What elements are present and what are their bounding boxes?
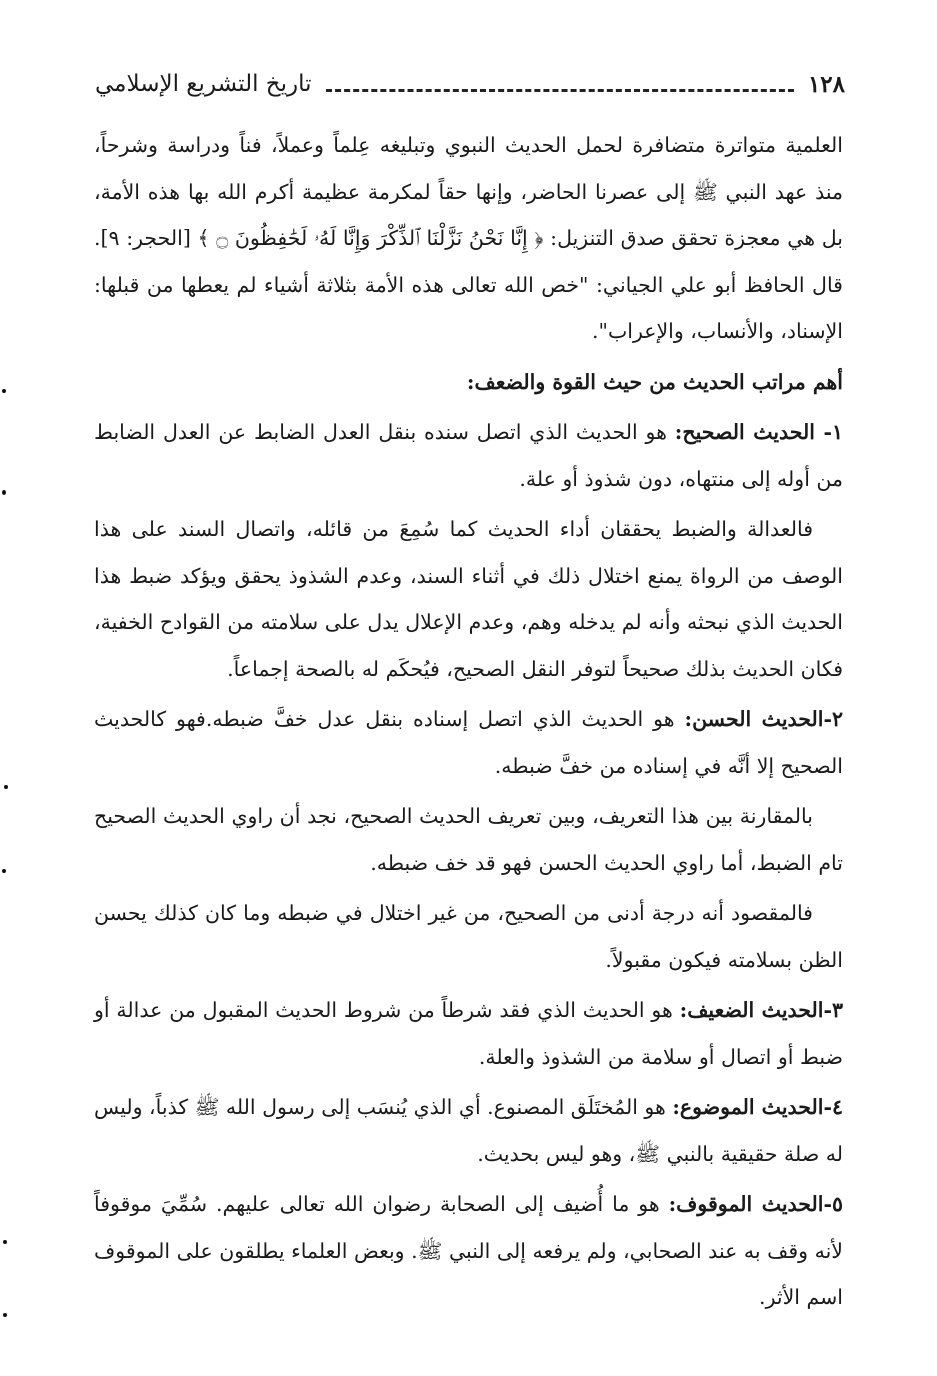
- scan-speck: [3, 1240, 7, 1244]
- item-daif-definition: هو الحديث الذي فقد شرطاً من شروط الحديث المقبول من عدالة أو ضبط أو اتصال أو سلامة من الشذوذ والعلة.: [94, 998, 843, 1069]
- item-hasan-comparison: بالمقارنة بين هذا التعريف، وبين تعريف الحديث الصحيح، نجد أن راوي الحديث الصحيح تام الضبط، أما راوي الحديث الحسن فهو قد خف ضبطه.: [94, 804, 843, 875]
- intro-tail: . قال الحافظ أبو علي الجياني: "خص الله تعالى هذه الأمة بثلاثة أشياء لم يعطها من قبلها: الإسناد، والأنساب، والإعراب".: [94, 226, 843, 343]
- item-mawdu-term: ٤-الحديث الموضوع:: [672, 1095, 843, 1119]
- item-sahih: [94, 409, 843, 502]
- item-hasan-term: ٢-الحديث الحسن:: [684, 707, 843, 731]
- item-mawquf-definition: هو ما أُضيف إلى الصحابة رضوان الله تعالى عليهم. سُمِّيَ موقوفاً لأنه وقف به عند الصحابي، ولم يرفعه إلى النبي ﷺ. وبعض العلماء يطلقون على الموقوف اسم الأثر.: [94, 1192, 843, 1309]
- item-daif: [94, 987, 843, 1080]
- page-header: [95, 62, 845, 106]
- item-sahih-definition: هو الحديث الذي اتصل سنده بنقل العدل الضابط عن العدل الضابط من أوله إلى منتهاه، دون شذوذ أو علة.: [94, 420, 843, 491]
- item-mawdu-definition: هو المُختَلَق المصنوع. أي الذي يُنسَب إلى رسول الله ﷺ كذباً، وليس له صلة حقيقية بالنبي ﷺ، وهو ليس بحديث.: [94, 1095, 843, 1166]
- page-number: ١٢٨: [807, 70, 845, 98]
- page-body: [94, 122, 843, 1325]
- item-mawquf: [94, 1181, 843, 1321]
- section-heading: أهم مراتب الحديث من حيث القوة والضعف:: [466, 369, 843, 394]
- item-hasan-purpose: فالمقصود أنه درجة أدنى من الصحيح، من غير اختلال في ضبطه وما كان كذلك يحسن الظن بسلامته فيكون مقبولاً.: [94, 901, 843, 972]
- scan-speck: [2, 490, 6, 495]
- item-hasan-definition: هو الحديث الذي اتصل إسناده بنقل عدل خفَّ ضبطه.فهو كالحديث الصحيح إلا أنَّه في إسناده من خفَّ ضبطه.: [94, 707, 843, 778]
- quran-verse: ﴿ إِنَّا نَحْنُ نَزَّلْنَا ٱلذِّكْرَ وَإِنَّا لَهُۥ لَحَٰفِظُونَ ۝ ﴾: [197, 226, 544, 250]
- scan-speck: [2, 869, 6, 873]
- item-mawdu: [94, 1084, 843, 1177]
- scan-speck: [4, 785, 8, 789]
- item-sahih-term: ١- الحديث الصحيح:: [674, 420, 843, 444]
- running-title: تاريخ التشريع الإسلامي: [95, 71, 312, 97]
- scan-speck: [3, 1313, 7, 1317]
- verse-reference: [الحجر: ٩]: [100, 226, 191, 250]
- header-dotted-rule: [326, 89, 794, 92]
- item-sahih-explanation: فالعدالة والضبط يحققان أداء الحديث كما سُمِعَ من قائله، واتصال السند على هذا الوصف من الرواة يمنع اختلال ذلك في أثناء السند، وعدم الشذوذ يحقق ويؤكد ضبط هذا الحديث الذي نبحثه وأنه لم يدخله وهم، وعدم الإعلال يدل على سلامته من القوادح الخفية، فكان الحديث بذلك صحيحاً لتوفر النقل الصحيح، فيُحكَم له بالصحة إجماعاً.: [94, 517, 843, 681]
- item-mawquf-term: ٥-الحديث الموقوف:: [668, 1192, 843, 1216]
- item-daif-term: ٣-الحديث الضعيف:: [679, 998, 843, 1022]
- intro-text: العلمية متواترة متضافرة لحمل الحديث النبوي وتبليغه عِلماً وعملاً، فناً ودراسة وشرحاً، منذ عهد النبي ﷺ إلى عصرنا الحاضر، وإنها حقاً لمكرمة عظيمة أكرم الله بها هذه الأمة، بل هي معجزة تحقق صدق التنزيل:: [94, 133, 843, 250]
- intro-paragraph: [94, 122, 843, 355]
- scan-speck: [2, 389, 6, 393]
- item-hasan: [94, 696, 843, 789]
